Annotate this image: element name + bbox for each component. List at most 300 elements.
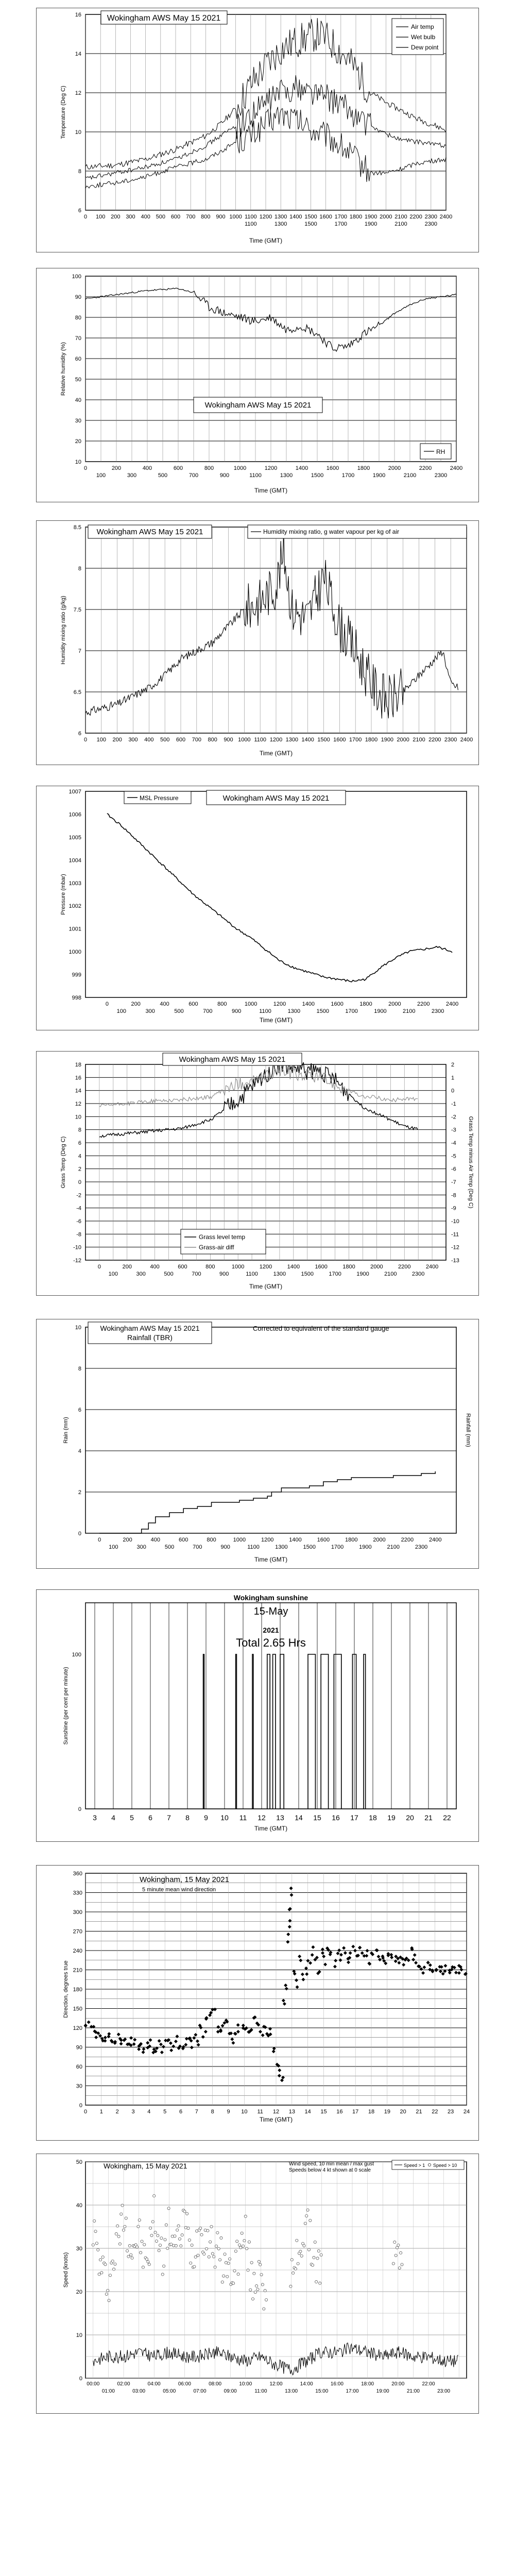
legend-label: MSL Pressure [140, 794, 179, 802]
gust-marker [259, 2263, 262, 2266]
x-tick-label: 400 [160, 1001, 169, 1007]
x-tick-label: 800 [217, 1001, 227, 1007]
x-tick-label: 1600 [333, 737, 346, 743]
x-tick-label: 7 [195, 2109, 198, 2115]
gust-marker [92, 2244, 94, 2246]
gust-marker [254, 2291, 256, 2294]
gust-marker [258, 2260, 260, 2263]
x-tick-label: 20 [406, 1814, 414, 1822]
gust-marker [112, 2268, 115, 2270]
x-tick-label: 900 [219, 1271, 229, 1277]
x-tick-label: 900 [219, 472, 230, 479]
x-tick-label: 24 [463, 2109, 470, 2115]
y-tick-label: 240 [73, 1948, 82, 1954]
gust-marker [311, 2264, 314, 2266]
y-tick-label: 10 [75, 1325, 81, 1331]
gust-marker [160, 2237, 163, 2240]
y-tick-label: 1001 [68, 926, 81, 933]
x-tick-label: 04:00 [147, 2381, 161, 2387]
x-tick-label: 0 [97, 1264, 101, 1270]
x-tick-label: 3 [93, 1814, 97, 1822]
gust-marker [263, 2308, 265, 2310]
x-tick-label: 14 [304, 2109, 311, 2115]
x-tick-label: 1800 [349, 214, 363, 220]
gust-marker [236, 2240, 238, 2243]
x-tick-label: 100 [116, 1008, 126, 1014]
x-tick-label: 10 [241, 2109, 248, 2115]
y-tick-label: 150 [73, 2006, 82, 2012]
y-tick-label-right: -6 [451, 1166, 456, 1173]
x-tick-label: 12 [272, 2109, 280, 2115]
x-tick-label: 1500 [301, 1271, 314, 1277]
y-tick-label: 0 [78, 1531, 81, 1537]
x-tick-label: 2400 [460, 737, 473, 743]
gust-marker [111, 2260, 114, 2262]
chart-title: Wokingham, 15 May 2021 [140, 1875, 229, 1884]
gust-marker [174, 2235, 176, 2238]
x-tick-label: 2300 [444, 737, 457, 743]
gust-marker [164, 2239, 166, 2241]
gust-marker [309, 2219, 312, 2222]
x-tick-label: 2300 [424, 214, 438, 220]
x-tick-label: 15 [320, 2109, 327, 2115]
chart-panel-rainfall [36, 1319, 479, 1569]
y-axis-label-right: Rainfall (mm) [465, 1413, 471, 1447]
y-tick-label: 10 [76, 2332, 82, 2338]
x-tick-label: 3 [131, 2109, 135, 2115]
x-tick-label: 800 [208, 737, 217, 743]
x-tick-label: 2000 [397, 737, 409, 743]
y-tick-label: 10 [75, 459, 81, 465]
gust-marker [320, 2253, 322, 2256]
y-axis-label: Rain (mm) [63, 1417, 69, 1444]
x-tick-label: 12 [258, 1814, 266, 1822]
x-tick-label: 1700 [345, 1008, 358, 1014]
chart-panel-sunshine [36, 1589, 479, 1842]
x-tick-label: 2100 [394, 221, 407, 227]
x-tick-label: 800 [205, 1264, 215, 1270]
chart-panel-humidity [36, 268, 479, 502]
x-axis-label: Time (GMT) [249, 237, 283, 244]
y-tick-label: 40 [76, 2202, 82, 2209]
gust-marker [122, 2229, 125, 2231]
y-tick-label: 270 [73, 1928, 82, 1935]
gust-marker [125, 2217, 127, 2219]
y-axis-label-right: Grass Temp minus Air Temp (Deg C) [468, 1116, 474, 1209]
x-axis-label: Time (GMT) [254, 1556, 288, 1563]
x-tick-label: 06:00 [178, 2381, 191, 2387]
gust-marker [153, 2195, 156, 2197]
y-tick-label: 1004 [68, 857, 81, 864]
gust-marker [199, 2227, 202, 2229]
gust-marker [95, 2242, 98, 2245]
x-tick-label: 2400 [439, 214, 453, 220]
gust-marker [303, 2244, 305, 2247]
gust-marker [159, 2244, 161, 2246]
y-tick-label-right: -7 [451, 1179, 456, 1185]
gust-marker [194, 2256, 197, 2258]
x-tick-label: 2100 [387, 1544, 400, 1550]
y-tick-label: 8.5 [73, 524, 81, 531]
y-tick-label: -2 [76, 1192, 81, 1199]
x-tick-label: 2300 [415, 1544, 428, 1550]
gust-marker [242, 2245, 244, 2247]
x-tick-label: 100 [95, 214, 106, 220]
x-tick-label: 05:00 [163, 2388, 176, 2394]
x-tick-label: 17:00 [346, 2388, 359, 2394]
x-tick-label: 21:00 [406, 2388, 420, 2394]
gust-marker [114, 2263, 116, 2265]
y-tick-label-right: -9 [451, 1205, 456, 1212]
x-tick-label: 400 [150, 1264, 160, 1270]
gust-marker [203, 2252, 205, 2255]
y-tick-label: 180 [73, 1987, 82, 1993]
gust-marker [261, 2283, 264, 2286]
x-tick-label: 600 [176, 737, 186, 743]
x-tick-label: 1900 [381, 737, 394, 743]
x-tick-label: 300 [127, 472, 137, 479]
gust-marker [304, 2222, 306, 2225]
x-tick-label: 1700 [329, 1271, 341, 1277]
gust-marker [126, 2249, 129, 2252]
y-tick-label-right: -3 [451, 1127, 456, 1133]
chart-title: Wokingham AWS May 15 2021 [204, 401, 312, 410]
chart-title: Wokingham AWS May 15 2021 [179, 1055, 286, 1064]
y-axis-label: Grass Temp (Deg C) [60, 1136, 66, 1189]
y-tick-label: 100 [72, 1652, 81, 1658]
x-tick-label: 2100 [384, 1271, 397, 1277]
x-tick-label: 1500 [304, 221, 317, 227]
y-tick-label: 7.5 [73, 607, 81, 613]
x-tick-label: 2000 [380, 214, 392, 220]
x-tick-label: 16:00 [330, 2381, 344, 2387]
gust-marker [253, 2272, 255, 2275]
x-tick-label: 1500 [311, 472, 324, 479]
y-tick-label: 8 [78, 566, 81, 572]
gust-marker [209, 2241, 212, 2243]
x-tick-label: 8 [185, 1814, 190, 1822]
x-tick-label: 900 [224, 737, 233, 743]
y-tick-label: 10 [75, 1114, 81, 1121]
gust-marker [137, 2225, 140, 2228]
x-tick-label: 500 [160, 737, 170, 743]
y-tick-label: 60 [75, 356, 81, 362]
gust-marker [213, 2256, 215, 2258]
y-tick-label: 6 [78, 1140, 81, 1146]
pressure-chart [37, 786, 478, 1029]
gust-marker [256, 2288, 259, 2291]
x-tick-label: 1100 [254, 737, 266, 743]
gust-marker [221, 2281, 224, 2283]
x-tick-label: 2200 [419, 465, 432, 471]
y-tick-label-right: -11 [451, 1231, 459, 1238]
chart-panel-wind-direction [36, 1865, 479, 2141]
y-tick-label: 1006 [68, 811, 81, 818]
wind-direction-chart [37, 1866, 478, 2140]
y-tick-label: 1005 [68, 834, 81, 841]
x-tick-label: 1200 [273, 1001, 286, 1007]
y-tick-label: -12 [73, 1258, 81, 1264]
x-tick-label: 600 [188, 1001, 198, 1007]
x-tick-label: 1600 [331, 1001, 344, 1007]
gust-marker [210, 2225, 213, 2228]
x-tick-label: 700 [203, 1008, 213, 1014]
x-tick-label: 1300 [274, 221, 287, 227]
x-tick-label: 1900 [359, 1544, 372, 1550]
gust-marker [397, 2244, 400, 2246]
y-tick-label-right: -8 [451, 1192, 456, 1199]
x-tick-label: 200 [131, 1001, 141, 1007]
gust-marker [118, 2243, 121, 2245]
y-tick-label-right: -1 [451, 1101, 456, 1107]
gust-marker [167, 2207, 170, 2210]
chart-panel-pressure [36, 786, 479, 1030]
gust-marker [138, 2218, 141, 2221]
x-tick-label: 20 [400, 2109, 406, 2115]
chart-panel-mixing-ratio [36, 520, 479, 765]
y-tick-label: 2 [78, 1166, 81, 1173]
x-tick-label: 0 [83, 737, 88, 743]
x-tick-label: 700 [188, 472, 199, 479]
x-tick-label: 16 [336, 2109, 343, 2115]
x-tick-label: 11 [239, 1814, 247, 1822]
x-tick-label: 13 [288, 2109, 295, 2115]
gust-marker [316, 2257, 319, 2260]
gust-marker [207, 2229, 209, 2232]
gust-marker [394, 2254, 397, 2257]
x-tick-label: 2400 [450, 465, 463, 471]
gust-marker [241, 2232, 243, 2234]
gust-marker [237, 2273, 239, 2276]
x-tick-label: 6 [179, 2109, 183, 2115]
gust-marker [150, 2234, 153, 2236]
legend-label: Speed > 10 [433, 2163, 457, 2168]
x-tick-label: 5 [163, 2109, 167, 2115]
x-tick-label: 14 [295, 1814, 303, 1822]
x-tick-label: 9 [227, 2109, 230, 2115]
legend-label: Dew point [411, 44, 439, 51]
gust-marker [222, 2275, 225, 2277]
x-tick-label: 900 [220, 1544, 230, 1550]
x-tick-label: 0 [83, 2109, 88, 2115]
gust-marker [116, 2225, 119, 2227]
gust-marker [93, 2219, 96, 2222]
x-tick-label: 600 [179, 1537, 188, 1543]
x-tick-label: 4 [147, 2109, 151, 2115]
x-tick-label: 400 [141, 214, 150, 220]
y-tick-label: 16 [75, 12, 81, 18]
x-tick-label: 1900 [364, 214, 377, 220]
gust-marker [401, 2263, 403, 2266]
x-axis-label: Time (GMT) [254, 1825, 288, 1832]
y-tick-label: 1007 [68, 789, 81, 795]
x-tick-label: 400 [150, 1537, 161, 1543]
gust-marker [307, 2248, 310, 2251]
gust-marker [290, 2259, 293, 2261]
x-tick-label: 500 [158, 472, 168, 479]
x-tick-label: 13 [276, 1814, 284, 1822]
x-tick-label: 1 [99, 2109, 103, 2115]
x-tick-label: 17 [350, 1814, 358, 1822]
x-tick-label: 2300 [431, 1008, 444, 1014]
gust-marker [193, 2265, 196, 2268]
gust-marker [97, 2248, 99, 2251]
gust-marker [142, 2266, 144, 2268]
y-tick-label: 6 [78, 731, 81, 737]
gust-marker [265, 2298, 267, 2301]
gust-marker [211, 2252, 214, 2255]
gust-marker [306, 2209, 309, 2211]
x-tick-label: 1400 [287, 1264, 300, 1270]
x-tick-label: 1300 [274, 214, 287, 220]
gust-marker [238, 2244, 241, 2246]
gust-marker [115, 2232, 117, 2235]
x-tick-label: 300 [128, 737, 138, 743]
y-axis-label: Direction, degrees true [63, 1960, 69, 2018]
gust-marker [243, 2240, 246, 2242]
gust-marker [149, 2227, 151, 2229]
y-tick-label: 50 [76, 2159, 82, 2165]
y-tick-label: 300 [73, 1909, 82, 1916]
x-tick-label: 16 [332, 1814, 340, 1822]
x-tick-label: 300 [145, 1008, 155, 1014]
x-tick-label: 600 [173, 465, 183, 471]
y-tick-label: 12 [75, 1101, 81, 1107]
x-tick-label: 600 [170, 214, 181, 220]
x-tick-label: 5 [130, 1814, 134, 1822]
temperature-chart [37, 8, 478, 251]
gust-marker [145, 2258, 148, 2260]
y-tick-label-right: -12 [451, 1244, 459, 1251]
y-tick-label: 18 [75, 1062, 81, 1068]
gust-marker [315, 2280, 318, 2283]
x-axis-label: Time (GMT) [249, 1283, 283, 1290]
gust-marker [141, 2240, 143, 2243]
x-tick-label: 2300 [434, 472, 448, 479]
y-tick-label: 10 [75, 129, 81, 135]
chart-subtitle: 5 minute mean wind direction [142, 1887, 216, 1893]
x-tick-label: 800 [207, 1537, 216, 1543]
y-tick-label: 80 [75, 315, 81, 321]
gust-marker [124, 2225, 126, 2228]
legend-label: Wet bulb [411, 33, 436, 41]
x-tick-label: 1500 [303, 1544, 316, 1550]
x-tick-label: 1000 [231, 1264, 245, 1270]
x-tick-label: 1400 [289, 214, 302, 220]
x-tick-label: 700 [192, 1271, 201, 1277]
x-tick-label: 1100 [249, 472, 262, 479]
y-tick-label-right: 1 [451, 1075, 455, 1081]
chart-title: Wokingham AWS May 15 2021 [222, 794, 330, 803]
x-tick-label: 2100 [403, 1008, 416, 1014]
gust-marker [166, 2247, 169, 2249]
x-tick-label: 2000 [388, 465, 401, 471]
x-tick-label: 1700 [334, 214, 348, 220]
gust-marker [186, 2212, 188, 2215]
x-tick-label: 1800 [365, 737, 378, 743]
y-tick-label: 998 [72, 995, 81, 1001]
chart-title: Wokingham, 15 May 2021 [104, 2162, 187, 2170]
x-tick-label: 1000 [238, 737, 251, 743]
x-tick-label: 19 [387, 1814, 396, 1822]
gust-marker [289, 2285, 292, 2287]
gust-marker [100, 2272, 103, 2274]
y-tick-label: 20 [75, 438, 81, 445]
x-tick-label: 1100 [245, 214, 257, 220]
gust-marker [226, 2275, 229, 2278]
x-tick-label: 22 [432, 2109, 438, 2115]
y-tick-label: 1002 [68, 903, 81, 910]
x-tick-label: 100 [108, 1271, 118, 1277]
y-tick-label: 2 [78, 1489, 81, 1496]
x-tick-label: 1900 [372, 472, 386, 479]
y-tick-label: 70 [75, 335, 81, 342]
gust-marker [398, 2267, 401, 2269]
gust-marker [204, 2229, 207, 2231]
legend-label: Humidity mixing ratio, g water vapour per kg of air [263, 528, 400, 535]
gust-marker [233, 2269, 236, 2272]
plot-frame [85, 1327, 456, 1533]
gust-marker [232, 2282, 235, 2284]
gust-marker [217, 2247, 220, 2250]
wind-speed-chart [37, 2154, 478, 2413]
gust-marker [200, 2233, 203, 2236]
gust-marker [101, 2256, 104, 2258]
x-tick-label: 1700 [341, 472, 355, 479]
x-tick-label: 1300 [273, 1271, 286, 1277]
y-tick-label: 210 [73, 1967, 82, 1974]
x-tick-label: 1600 [326, 465, 339, 471]
gust-marker [188, 2239, 191, 2241]
x-tick-label: 300 [136, 1544, 146, 1550]
x-tick-label: 500 [174, 1008, 184, 1014]
x-tick-label: 1900 [374, 1008, 387, 1014]
gust-marker [154, 2231, 157, 2234]
gust-marker [392, 2262, 394, 2265]
x-tick-label: 03:00 [132, 2388, 146, 2394]
rainfall-chart [37, 1319, 478, 1568]
x-tick-label: 0 [83, 465, 88, 471]
x-tick-label: 10 [220, 1814, 229, 1822]
gust-marker [158, 2249, 160, 2252]
x-tick-label: 1900 [356, 1271, 369, 1277]
legend-swatch [428, 2163, 431, 2166]
x-tick-label: 2400 [429, 1537, 442, 1543]
gust-marker [224, 2253, 226, 2256]
gust-marker [313, 2256, 315, 2259]
gust-marker [155, 2240, 158, 2242]
legend-label: Air temp [411, 23, 434, 30]
gust-marker [400, 2251, 402, 2254]
y-tick-label-right: 0 [451, 1088, 455, 1094]
x-tick-label: 1800 [357, 465, 370, 471]
gust-marker [393, 2241, 396, 2243]
chart-panel-wind-speed [36, 2154, 479, 2414]
y-tick-label: 60 [76, 2064, 82, 2070]
y-tick-label: 6.5 [73, 689, 81, 696]
x-tick-label: 2200 [398, 1264, 411, 1270]
x-tick-label: 1700 [331, 1544, 344, 1550]
x-tick-label: 2100 [403, 472, 417, 479]
x-tick-label: 900 [216, 214, 226, 220]
x-tick-label: 1500 [317, 737, 330, 743]
x-tick-label: 08:00 [209, 2381, 222, 2387]
x-tick-label: 23:00 [437, 2388, 451, 2394]
gust-marker [109, 2274, 111, 2277]
legend-label: RH [436, 448, 445, 455]
x-tick-label: 1300 [275, 1544, 288, 1550]
x-tick-label: 1600 [319, 214, 332, 220]
